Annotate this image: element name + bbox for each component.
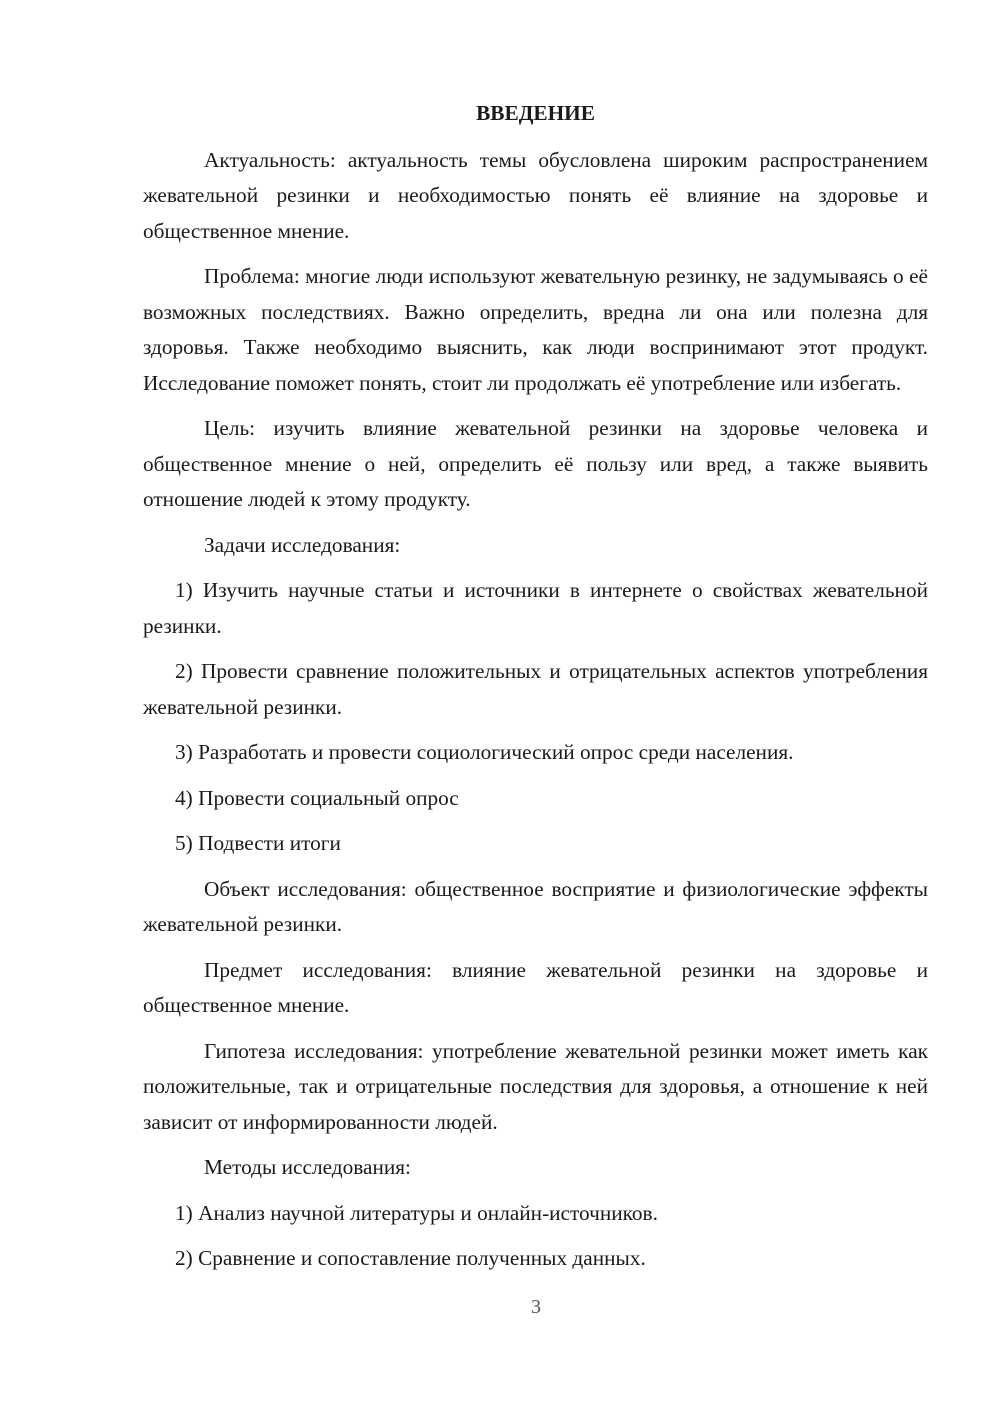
task-item: 3) Разработать и провести социологический опрос среди населения.: [175, 740, 794, 764]
paragraph-relevance: Актуальность: актуальность темы обусловлена широким распространением жевательной резинки и необходимостью понять её влияние на здоровье и общественное мнение.: [143, 147, 928, 243]
paragraph-goal: Цель: изучить влияние жевательной резинки на здоровье человека и общественное мнение о ней, определить её пользу или вред, а также выявить отношение людей к этому продукту.: [143, 416, 928, 511]
paragraph-subject: Предмет исследования: влияние жевательной резинки на здоровье и общественное мнение.: [143, 957, 928, 1017]
task-item: 4) Провести социальный опрос: [175, 785, 459, 810]
paragraph-hypothesis: Гипотеза исследования: употребление жевательной резинки может иметь как положительные, так и отрицательные последствия для здоровья, а отношение к ней зависит от информированности людей.: [143, 1038, 928, 1134]
task-item: 5) Подвести итоги: [175, 831, 341, 855]
task-item: 2) Провести сравнение положительных и отрицательных аспектов употребления жевательной резинки.: [143, 659, 928, 719]
task-item: 1) Изучить научные статьи и источники в интернете о свойствах жевательной резинки.: [143, 578, 928, 638]
paragraph-object: Объект исследования: общественное восприятие и физиологические эффекты жевательной резинки.: [143, 876, 928, 936]
method-item: 2) Сравнение и сопоставление полученных данных.: [175, 1246, 646, 1270]
paragraph-problem: Проблема: многие люди используют жевательную резинку, не задумываясь о её возможных последствиях. Важно определить, вредна ли она или полезна для здоровья. Также необходимо выяснить, как люди воспринимают этот продукт. Исследование поможет понять, стоит ли продолжать её употребление или избегать.: [143, 264, 928, 395]
page-number: 3: [531, 1296, 541, 1318]
paragraph-methods-heading: Методы исследования:: [204, 1155, 411, 1179]
section-title: ВВЕДЕНИЕ: [476, 101, 595, 125]
paragraph-tasks-heading: Задачи исследования:: [204, 532, 401, 557]
document-page: [143, 96, 928, 1287]
method-item: 1) Анализ научной литературы и онлайн-источников.: [175, 1200, 658, 1225]
